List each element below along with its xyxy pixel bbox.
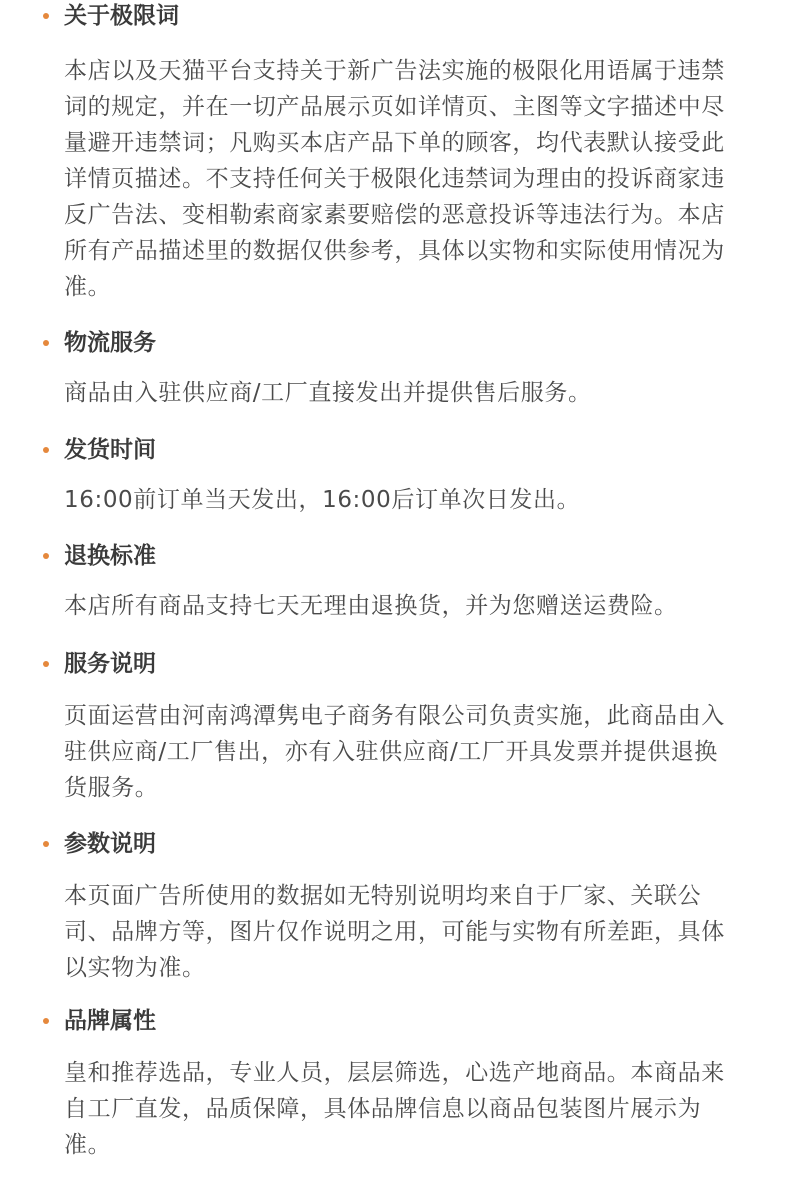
section-title: 发货时间 [64,437,156,463]
section-body: 商品由入驻供应商/工厂直接发出并提供售后服务。 [64,380,592,406]
section-extreme-words [0,0,790,300]
section-body: 本店所有商品支持七天无理由退换货，并为您赠送运费险。 [64,593,678,619]
section-title: 服务说明 [64,651,156,677]
bullet-dot-icon [43,340,49,346]
section-heading-row [0,1005,790,1037]
section-heading-row [0,434,790,466]
section-brand-attributes [0,1005,790,1158]
section-title: 参数说明 [64,831,156,857]
section-body: 16:00前订单当天发出，16:00后订单次日发出。 [64,487,581,513]
bullet-dot-icon [43,553,49,559]
section-body: 页面运营由河南鸿潭隽电子商务有限公司负责实施，此商品由入驻供应商/工厂售出，亦有入驻供应商/工厂开具发票并提供退换货服务。 [64,703,725,801]
section-body: 本页面广告所使用的数据如无特别说明均来自于厂家、关联公司、品牌方等，图片仅作说明之用，可能与实物有所差距，具体以实物为准。 [64,883,725,981]
bullet-dot-icon [43,13,49,19]
section-parameter-notes [0,828,790,981]
bullet-dot-icon [43,447,49,453]
section-shipping-time [0,434,790,513]
section-heading-row [0,0,790,32]
section-title: 品牌属性 [64,1008,156,1034]
section-heading-row [0,540,790,572]
section-service-notes [0,648,790,801]
section-title: 关于极限词 [64,3,179,29]
bullet-dot-icon [43,661,49,667]
section-body: 皇和推荐选品，专业人员，层层筛选，心选产地商品。本商品来自工厂直发，品质保障，具体品牌信息以商品包装图片展示为准。 [64,1060,725,1158]
bullet-dot-icon [43,1018,49,1024]
section-body: 本店以及天猫平台支持关于新广告法实施的极限化用语属于违禁词的规定，并在一切产品展示页如详情页、主图等文字描述中尽量避开违禁词；凡购买本店产品下单的顾客，均代表默认接受此详情页描述。不支持任何关于极限化违禁词为理由的投诉商家违反广告法、变相勒索商家素要赔偿的恶意投诉等违法行为。本店所有产品描述里的数据仅供参考，具体以实物和实际使用情况为准。 [64,58,725,300]
section-heading-row [0,828,790,860]
bullet-dot-icon [43,841,49,847]
section-return-policy [0,540,790,619]
section-logistics [0,327,790,406]
section-heading-row [0,648,790,680]
section-title: 退换标准 [64,543,156,569]
section-title: 物流服务 [64,330,156,356]
section-heading-row [0,327,790,359]
